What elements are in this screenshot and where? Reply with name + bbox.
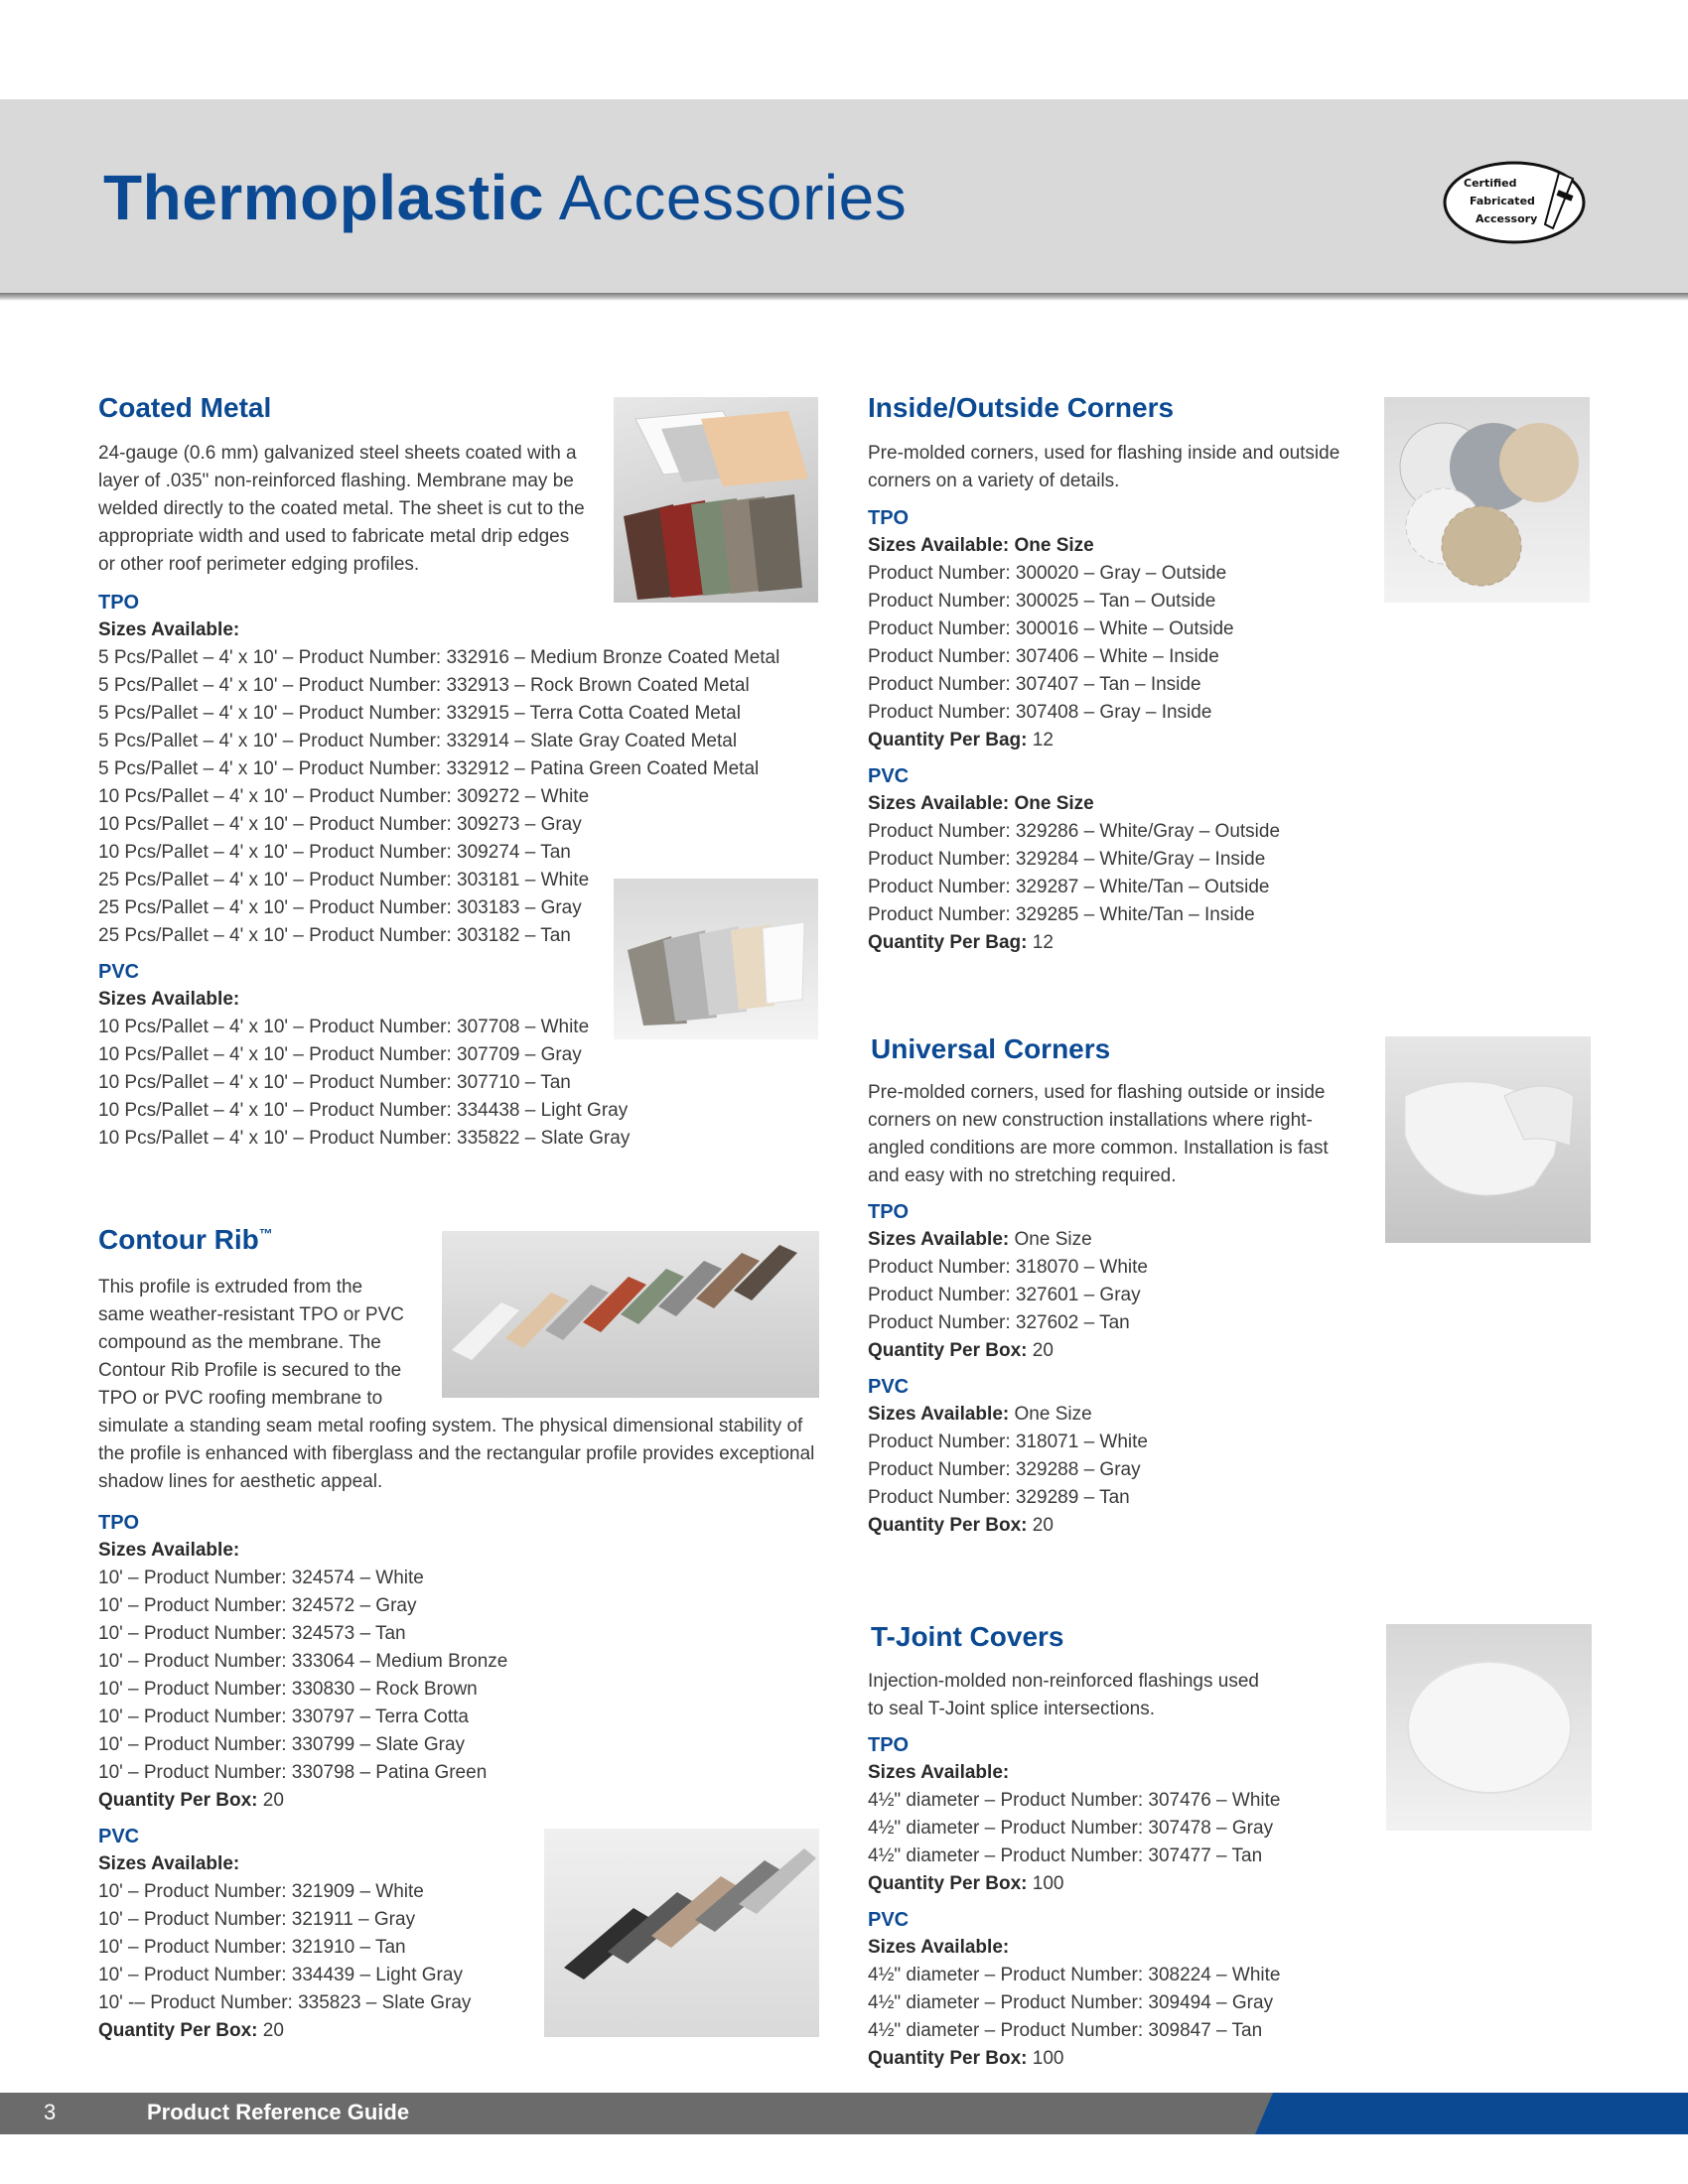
contour-rib-tpo-item: 10' – Product Number: 330799 – Slate Gray [98, 1734, 466, 1755]
page-title [103, 161, 907, 234]
tjoint-pvc-qty [868, 2045, 1364, 2073]
inside-outside-tpo-item: Product Number: 300025 – Tan – Outside [868, 591, 1216, 612]
universal-corners-list [868, 1198, 1364, 1540]
coated-metal-pvc-item: 10 Pcs/Pallet – 4' x 10' – Product Number: 307710 – Tan [98, 1072, 571, 1093]
inside-outside-pvc-sizes-value: One Size [1014, 793, 1094, 814]
tjoint-pvc-item: 4½" diameter – Product Number: 308224 – White [868, 1965, 1281, 1985]
contour-rib-pvc-item: 10' – Product Number: 334439 – Light Gray [98, 1965, 463, 1985]
universal-tpo-qty-label: Quantity Per Box: [868, 1340, 1028, 1361]
universal-tpo-label: TPO [868, 1201, 910, 1223]
coated-metal-pvc-item: 10 Pcs/Pallet – 4' x 10' – Product Number: 307708 – White [98, 1017, 590, 1037]
footer-accent [1255, 2093, 1688, 2134]
contour-rib-pvc-qty-value: 20 [262, 2020, 284, 2041]
coated-metal-desc-line: appropriate width and used to fabricate metal drip edges [98, 526, 570, 547]
tjoint-covers-description [868, 1668, 1364, 1723]
inside-outside-tpo-qty-label: Quantity Per Bag: [868, 730, 1028, 751]
contour-rib-tpo-item: 10' – Product Number: 324573 – Tan [98, 1623, 406, 1644]
universal-corners-description [868, 1079, 1364, 1190]
footer-label: Product Reference Guide [147, 2100, 410, 2124]
coated-metal-desc-line: layer of .035" non-reinforced flashing. Membrane may be [98, 471, 574, 491]
coated-metal-tpo-item: 5 Pcs/Pallet – 4' x 10' – Product Number: 332912 – Patina Green Coated Metal [98, 758, 760, 779]
header-shadow [0, 293, 1688, 301]
contour-rib-pvc-qty [98, 2017, 615, 2045]
inside-outside-desc-line: Pre-molded corners, used for flashing inside and outside [868, 443, 1340, 464]
tjoint-tpo-sizes-label: Sizes Available: [868, 1762, 1010, 1783]
page-title-bold: Thermoplastic [103, 162, 544, 233]
inside-outside-pvc-qty-label: Quantity Per Bag: [868, 932, 1028, 953]
coated-metal-tpo-sizes-label: Sizes Available: [98, 619, 240, 640]
tjoint-tpo-qty [868, 1870, 1364, 1898]
tjoint-covers-title: T-Joint Covers [871, 1621, 1064, 1652]
tjoint-tpo-label: TPO [868, 1734, 910, 1756]
contour-rib-tpo-item: 10' – Product Number: 330830 – Rock Brown [98, 1679, 478, 1700]
inside-outside-title: Inside/Outside Corners [868, 392, 1175, 423]
coated-metal-tpo-label: TPO [98, 592, 140, 614]
universal-pvc-sizes-label: Sizes Available: [868, 1404, 1010, 1425]
inside-outside-tpo-label: TPO [868, 507, 910, 529]
contour-rib-desc-line: same weather-resistant TPO or PVC [98, 1304, 404, 1325]
contour-rib-pvc-item: 10' – Product Number: 321911 – Gray [98, 1909, 416, 1930]
contour-rib-tpo-item: 10' – Product Number: 324574 – White [98, 1568, 424, 1588]
contour-rib-tpo-item: 10' – Product Number: 330798 – Patina Green [98, 1762, 488, 1783]
coated-metal-description [98, 440, 615, 579]
contour-rib-tpo-qty-label: Quantity Per Box: [98, 1790, 258, 1811]
contour-rib-desc-line: This profile is extruded from the [98, 1277, 363, 1297]
logo-line-2: Fabricated [1470, 195, 1535, 207]
inside-outside-pvc-sizes-label: Sizes Available: [868, 793, 1010, 814]
coated-metal-tpo-list [98, 589, 813, 1153]
universal-corners-photo [1385, 1036, 1591, 1243]
universal-pvc-item: Product Number: 329289 – Tan [868, 1487, 1130, 1508]
universal-pvc-sizes-value: One Size [1014, 1404, 1092, 1425]
inside-outside-desc-line: corners on a variety of details. [868, 471, 1120, 491]
contour-rib-tpo-qty-value: 20 [262, 1790, 284, 1811]
universal-desc-line: angled conditions are more common. Installation is fast [868, 1138, 1329, 1159]
contour-rib-desc-line: the profile is enhanced with fiberglass and the rectangular profile provides exceptional [98, 1443, 815, 1464]
inside-outside-pvc-qty-value: 12 [1032, 932, 1054, 953]
coated-metal-pvc-label: PVC [98, 961, 140, 983]
inside-outside-tpo-qty-value: 12 [1032, 730, 1054, 751]
coated-metal-tpo-item: 25 Pcs/Pallet – 4' x 10' – Product Number: 303182 – Tan [98, 925, 571, 946]
contour-rib-desc-line: TPO or PVC roofing membrane to [98, 1388, 383, 1409]
coated-metal-title: Coated Metal [98, 392, 272, 423]
universal-tpo-qty-value: 20 [1032, 1340, 1054, 1361]
universal-desc-line: Pre-molded corners, used for flashing outside or inside [868, 1082, 1326, 1103]
contour-rib-title-text: Contour Rib [98, 1224, 259, 1255]
tjoint-pvc-item: 4½" diameter – Product Number: 309847 – Tan [868, 2020, 1263, 2041]
tjoint-tpo-qty-value: 100 [1032, 1873, 1064, 1894]
coated-metal-desc-line: 24-gauge (0.6 mm) galvanized steel sheets coated with a [98, 443, 577, 464]
universal-pvc-item: Product Number: 329288 – Gray [868, 1459, 1141, 1480]
universal-desc-line: and easy with no stretching required. [868, 1165, 1177, 1186]
inside-outside-pvc-item: Product Number: 329284 – White/Gray – Inside [868, 849, 1266, 870]
contour-rib-description [98, 1274, 823, 1496]
contour-rib-pvc-item: 10' -– Product Number: 335823 – Slate Gray [98, 1992, 472, 2013]
coated-metal-pvc-item: 10 Pcs/Pallet – 4' x 10' – Product Number: 334438 – Light Gray [98, 1100, 629, 1121]
tjoint-desc-line: Injection-molded non-reinforced flashings used [868, 1671, 1259, 1692]
coated-metal-tpo-item: 5 Pcs/Pallet – 4' x 10' – Product Number: 332913 – Rock Brown Coated Metal [98, 675, 750, 696]
contour-rib-tpo-item: 10' – Product Number: 330797 – Terra Cotta [98, 1706, 469, 1727]
coated-metal-pvc-photo [614, 879, 818, 1039]
universal-pvc-label: PVC [868, 1376, 910, 1398]
coated-metal-tpo-item: 25 Pcs/Pallet – 4' x 10' – Product Number: 303183 – Gray [98, 897, 582, 918]
trademark-symbol: ™ [258, 1225, 273, 1242]
universal-tpo-sizes-label: Sizes Available: [868, 1229, 1010, 1250]
inside-outside-tpo-sizes-label: Sizes Available: [868, 535, 1010, 556]
universal-pvc-qty-label: Quantity Per Box: [868, 1515, 1028, 1536]
inside-outside-tpo-item: Product Number: 307406 – White – Inside [868, 646, 1219, 667]
contour-rib-tpo-label: TPO [98, 1512, 140, 1534]
tjoint-tpo-item: 4½" diameter – Product Number: 307477 – Tan [868, 1845, 1263, 1866]
contour-rib-desc-line: compound as the membrane. The [98, 1332, 381, 1353]
tjoint-covers-photo [1386, 1624, 1592, 1831]
tjoint-pvc-qty-value: 100 [1032, 2048, 1064, 2069]
tjoint-tpo-item: 4½" diameter – Product Number: 307476 – White [868, 1790, 1281, 1811]
page-title-light: Accessories [558, 162, 908, 233]
inside-outside-pvc-item: Product Number: 329287 – White/Tan – Outside [868, 877, 1270, 897]
universal-desc-line: corners on new construction installations where right- [868, 1110, 1313, 1131]
coated-metal-pvc-sizes-label: Sizes Available: [98, 989, 240, 1010]
contour-rib-title [98, 1224, 273, 1256]
certified-fabricated-accessory-logo [1442, 159, 1587, 246]
coated-metal-photo [614, 397, 818, 603]
tjoint-desc-line: to seal T-Joint splice intersections. [868, 1699, 1156, 1719]
inside-outside-list [868, 504, 1364, 957]
contour-rib-pvc-sizes-label: Sizes Available: [98, 1853, 240, 1874]
contour-rib-tpo-list [98, 1509, 615, 2045]
inside-outside-pvc-qty [868, 929, 1364, 957]
contour-rib-tpo-sizes-label: Sizes Available: [98, 1540, 240, 1561]
coated-metal-desc-line: or other roof perimeter edging profiles. [98, 554, 420, 575]
contour-rib-pvc-item: 10' – Product Number: 321909 – White [98, 1881, 424, 1902]
contour-rib-pvc-item: 10' – Product Number: 321910 – Tan [98, 1937, 406, 1958]
contour-rib-desc-line: shadow lines for aesthetic appeal. [98, 1471, 383, 1492]
contour-rib-desc-line: simulate a standing seam metal roofing system. The physical dimensional stability of [98, 1416, 803, 1436]
inside-outside-pvc-sizes [868, 790, 1364, 818]
universal-pvc-qty [868, 1512, 1364, 1540]
universal-tpo-item: Product Number: 327601 – Gray [868, 1285, 1141, 1305]
tjoint-pvc-sizes-label: Sizes Available: [868, 1937, 1010, 1958]
coated-metal-tpo-item: 5 Pcs/Pallet – 4' x 10' – Product Number: 332916 – Medium Bronze Coated Metal [98, 647, 780, 668]
coated-metal-tpo-item: 5 Pcs/Pallet – 4' x 10' – Product Number: 332914 – Slate Gray Coated Metal [98, 731, 738, 751]
contour-rib-pvc-qty-label: Quantity Per Box: [98, 2020, 258, 2041]
coated-metal-desc-line: welded directly to the coated metal. The sheet is cut to the [98, 498, 585, 519]
universal-pvc-item: Product Number: 318071 – White [868, 1432, 1148, 1452]
inside-outside-tpo-item: Product Number: 300016 – White – Outside [868, 618, 1234, 639]
coated-metal-tpo-item: 25 Pcs/Pallet – 4' x 10' – Product Number: 303181 – White [98, 870, 590, 890]
page-number: 3 [44, 2100, 57, 2124]
contour-rib-pvc-label: PVC [98, 1826, 140, 1847]
contour-rib-desc-line: Contour Rib Profile is secured to the [98, 1360, 402, 1381]
tjoint-pvc-item: 4½" diameter – Product Number: 309494 – Gray [868, 1992, 1274, 2013]
coated-metal-pvc-item: 10 Pcs/Pallet – 4' x 10' – Product Number: 335822 – Slate Gray [98, 1128, 631, 1149]
universal-tpo-sizes [868, 1226, 1364, 1254]
coated-metal-tpo-item: 10 Pcs/Pallet – 4' x 10' – Product Number: 309272 – White [98, 786, 590, 807]
inside-outside-pvc-item: Product Number: 329285 – White/Tan – Inside [868, 904, 1255, 925]
inside-outside-tpo-sizes-value: One Size [1014, 535, 1094, 556]
universal-pvc-sizes [868, 1401, 1364, 1429]
universal-tpo-item: Product Number: 318070 – White [868, 1257, 1148, 1278]
inside-outside-tpo-item: Product Number: 300020 – Gray – Outside [868, 563, 1227, 584]
universal-tpo-qty [868, 1337, 1364, 1365]
inside-outside-pvc-label: PVC [868, 765, 910, 787]
tjoint-pvc-label: PVC [868, 1909, 910, 1931]
contour-rib-tpo-item: 10' – Product Number: 324572 – Gray [98, 1595, 417, 1616]
coated-metal-tpo-item: 10 Pcs/Pallet – 4' x 10' – Product Number: 309273 – Gray [98, 814, 582, 835]
inside-outside-tpo-sizes [868, 532, 1364, 560]
contour-rib-tpo-item: 10' – Product Number: 333064 – Medium Bronze [98, 1651, 508, 1672]
inside-outside-tpo-qty [868, 727, 1364, 754]
contour-rib-tpo-qty [98, 1787, 615, 1815]
universal-tpo-sizes-value: One Size [1014, 1229, 1092, 1250]
tjoint-tpo-item: 4½" diameter – Product Number: 307478 – Gray [868, 1818, 1274, 1839]
inside-outside-photo [1384, 397, 1590, 603]
inside-outside-tpo-item: Product Number: 307408 – Gray – Inside [868, 702, 1212, 723]
coated-metal-tpo-item: 5 Pcs/Pallet – 4' x 10' – Product Number: 332915 – Terra Cotta Coated Metal [98, 703, 741, 724]
tjoint-tpo-qty-label: Quantity Per Box: [868, 1873, 1028, 1894]
coated-metal-tpo-item: 10 Pcs/Pallet – 4' x 10' – Product Number: 309274 – Tan [98, 842, 571, 863]
universal-tpo-item: Product Number: 327602 – Tan [868, 1312, 1130, 1333]
tjoint-covers-list [868, 1731, 1364, 2073]
inside-outside-description [868, 440, 1364, 495]
logo-line-1: Certified [1464, 177, 1517, 190]
contour-rib-pvc-photo [544, 1829, 819, 2037]
universal-pvc-qty-value: 20 [1032, 1515, 1054, 1536]
logo-line-3: Accessory [1476, 212, 1538, 225]
coated-metal-pvc-item: 10 Pcs/Pallet – 4' x 10' – Product Number: 307709 – Gray [98, 1044, 582, 1065]
universal-corners-title: Universal Corners [871, 1033, 1111, 1064]
tjoint-pvc-qty-label: Quantity Per Box: [868, 2048, 1028, 2069]
inside-outside-pvc-item: Product Number: 329286 – White/Gray – Outside [868, 821, 1281, 842]
inside-outside-tpo-item: Product Number: 307407 – Tan – Inside [868, 674, 1201, 695]
